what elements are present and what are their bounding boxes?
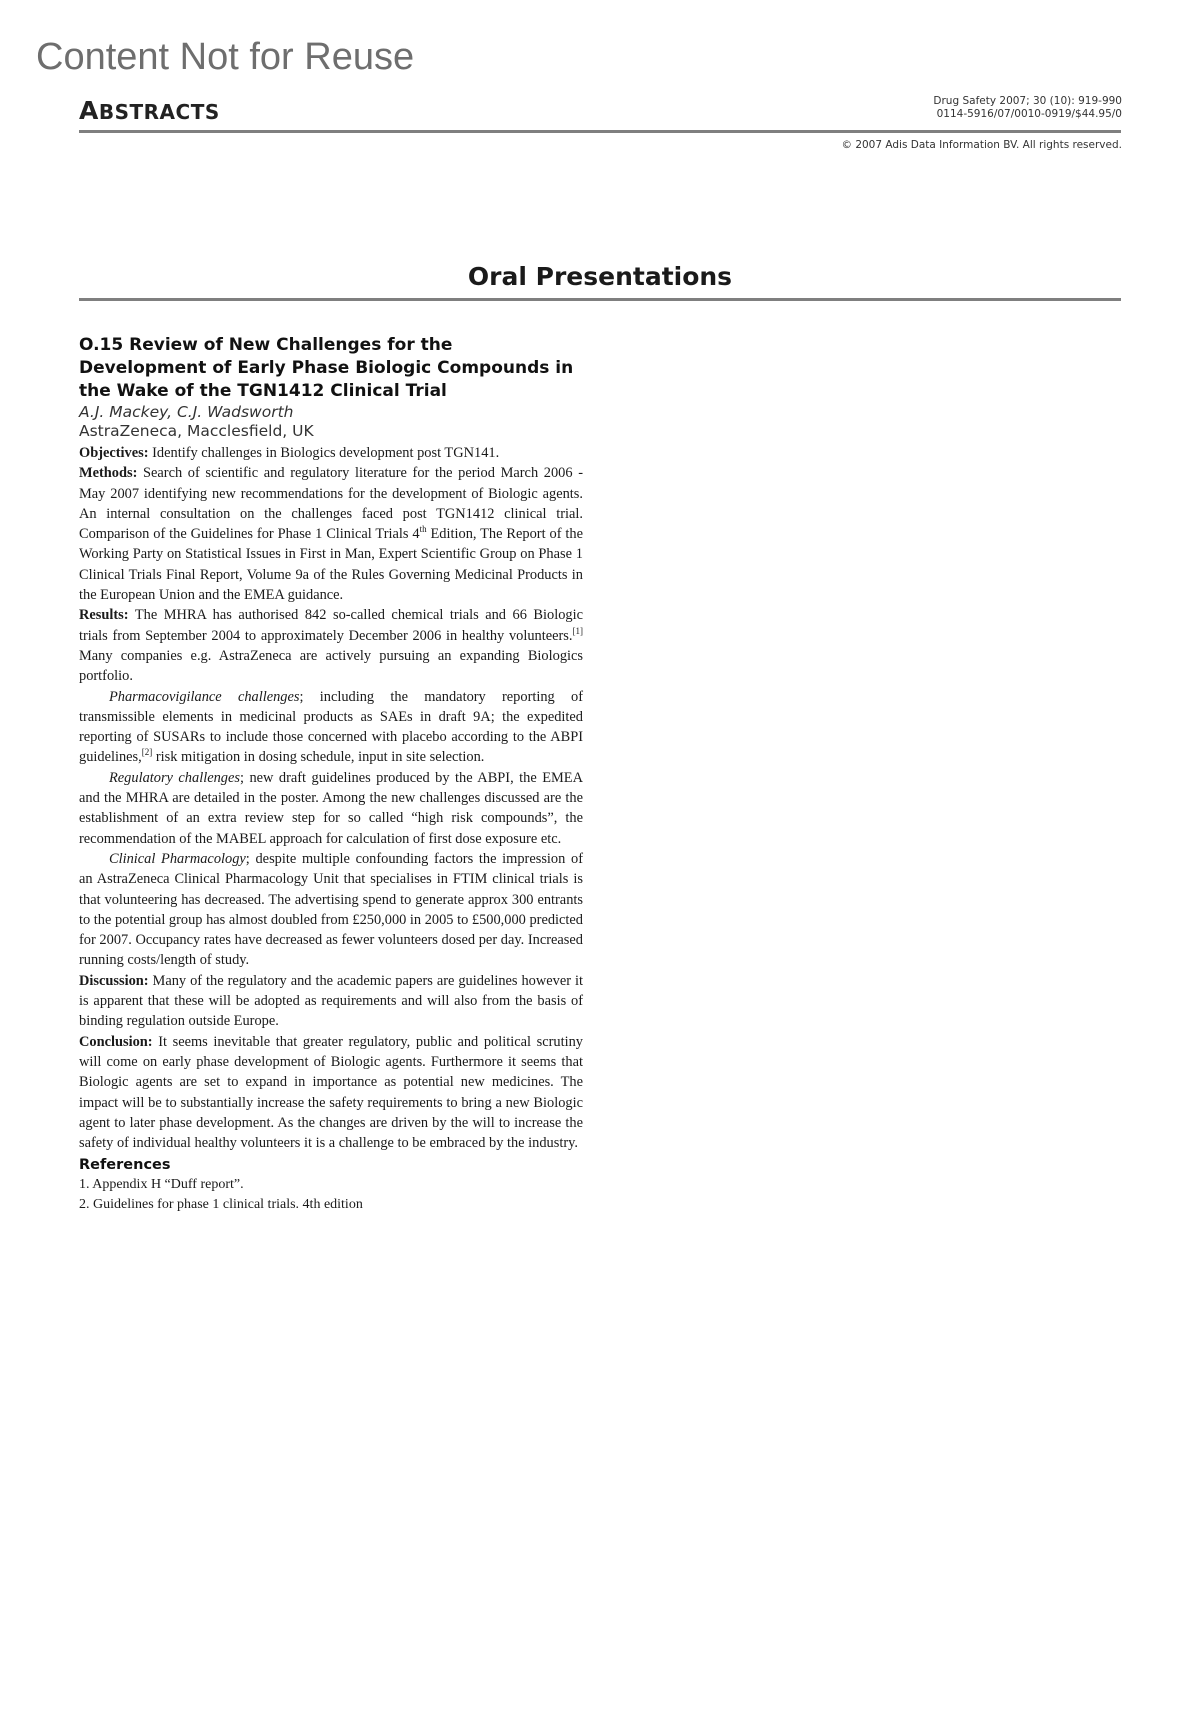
- clinical-pharmacology-label: Clinical Pharmacology: [109, 850, 246, 867]
- methods-text: Search of scientific and regulatory literature for the period March 2006 - May 2007 identifying new recommendations for the development of Biologic agents. An internal consultation on the challenges faced post TGN1412 clinical trial. Comparison of the Guidelines for Phase 1 Clinical Trials 4: [79, 465, 583, 543]
- conclusion-label: Conclusion:: [79, 1033, 153, 1050]
- clinical-pharmacology-text: ; despite multiple confounding factors the impression of an AstraZeneca Clinical Pharmacology Unit that specialises in FTIM clinical trials is that volunteering has decreased. The advertising spend to generate approx 300 entrants to the potential group has almost doubled from £250,000 in 2005 to £500,000 predicted for 2007. Occupancy rates have decreased as fewer volunteers dosed per day. Increased running costs/length of study.: [79, 850, 583, 969]
- references-heading: References: [79, 1157, 171, 1174]
- header-divider: [79, 130, 1121, 133]
- section-label-initial: A: [79, 96, 99, 125]
- objectives-paragraph: [79, 443, 583, 463]
- conclusion-text: It seems inevitable that greater regulatory, public and political scrutiny will come on early phase development of Biologic agents. Furthermore it seems that Biologic agents are set to expand in importance as potential new medicines. The impact will be to substantially increase the safety requirements to bring a new Biologic agent to later phase development. As the changes are driven by the will to increase the safety of individual healthy volunteers it is a challenge to be embraced by the industry.: [79, 1033, 583, 1152]
- reference-item: 1. Appendix H “Duff report”.: [79, 1177, 244, 1193]
- regulatory-paragraph: [79, 768, 583, 849]
- journal-issn-line: 0114-5916/07/0010-0919/$44.95/0: [936, 108, 1122, 120]
- abstract-column: [79, 334, 583, 1215]
- methods-superscript: th: [419, 524, 427, 535]
- journal-citation-line: Drug Safety 2007; 30 (10): 919-990: [933, 95, 1122, 107]
- results-text: The MHRA has authorised 842 so-called chemical trials and 66 Biologic trials from September 2004 to approximately December 2006 in healthy volunteers.: [79, 607, 583, 644]
- pharmacovigilance-paragraph: [79, 687, 583, 768]
- results-paragraph: [79, 605, 583, 686]
- pharmacovigilance-label: Pharmacovigilance challenges: [109, 688, 300, 705]
- copyright-notice: © 2007 Adis Data Information BV. All rights reserved.: [841, 139, 1122, 151]
- methods-paragraph: [79, 463, 583, 605]
- regulatory-text: ; new draft guidelines produced by the ABPI, the EMEA and the MHRA are detailed in the poster. Among the new challenges discussed are the establishment of an extra review step for so called “high risk compounds”, the recommendation of the MABEL approach for calculation of first dose exposure etc.: [79, 769, 583, 847]
- discussion-paragraph: [79, 971, 583, 1032]
- abstract-affiliation: AstraZeneca, Macclesfield, UK: [79, 422, 314, 440]
- section-label: [79, 96, 220, 125]
- reference-item: 2. Guidelines for phase 1 clinical trials. 4th edition: [79, 1197, 363, 1213]
- pharmacovigilance-text-continued: risk mitigation in dosing schedule, input in site selection.: [152, 749, 485, 766]
- page-heading: Oral Presentations: [467, 262, 733, 291]
- pharmacovigilance-text: ; including the mandatory reporting of transmissible elements in medicinal products as SAEs in draft 9A; the expedited reporting of SUSARs to include those concerned with placebo according to the ABPI guidelines,: [79, 688, 583, 766]
- objectives-text: Identify challenges in Biologics development post TGN141.: [148, 445, 500, 461]
- section-label-rest: BSTRACTS: [98, 100, 220, 124]
- results-text-continued: Many companies e.g. AstraZeneca are actively pursuing an expanding Biologics portfolio.: [79, 647, 583, 685]
- objectives-label: Objectives:: [79, 445, 149, 461]
- reference-marker-1: [1]: [572, 625, 583, 636]
- conclusion-paragraph: [79, 1032, 583, 1154]
- abstract-title: O.15 Review of New Challenges for the Development of Early Phase Biologic Compounds in the Wake of the TGN1412 Clinical Trial: [79, 335, 574, 401]
- discussion-text: Many of the regulatory and the academic papers are guidelines however it is apparent that these will be adopted as requirements and will also from the basis of binding regulation outside Europe.: [79, 972, 583, 1030]
- watermark-text: Content Not for Reuse: [36, 36, 415, 78]
- methods-text-continued: Edition, The Report of the Working Party on Statistical Issues in First in Man, Expert Scientific Group on Phase 1 Clinical Trials Final Report, Volume 9a of the Rules Governing Medicinal Products in the European Union and the EMEA guidance.: [79, 526, 583, 604]
- discussion-label: Discussion:: [79, 972, 149, 989]
- journal-citation: [933, 95, 1122, 121]
- heading-divider: [79, 298, 1121, 301]
- results-label: Results:: [79, 607, 129, 624]
- clinical-pharmacology-paragraph: [79, 849, 583, 971]
- reference-marker-2: [2]: [141, 747, 153, 758]
- methods-label: Methods:: [79, 465, 138, 482]
- abstract-authors: A.J. Mackey, C.J. Wadsworth: [79, 403, 294, 421]
- regulatory-label: Regulatory challenges: [109, 769, 240, 786]
